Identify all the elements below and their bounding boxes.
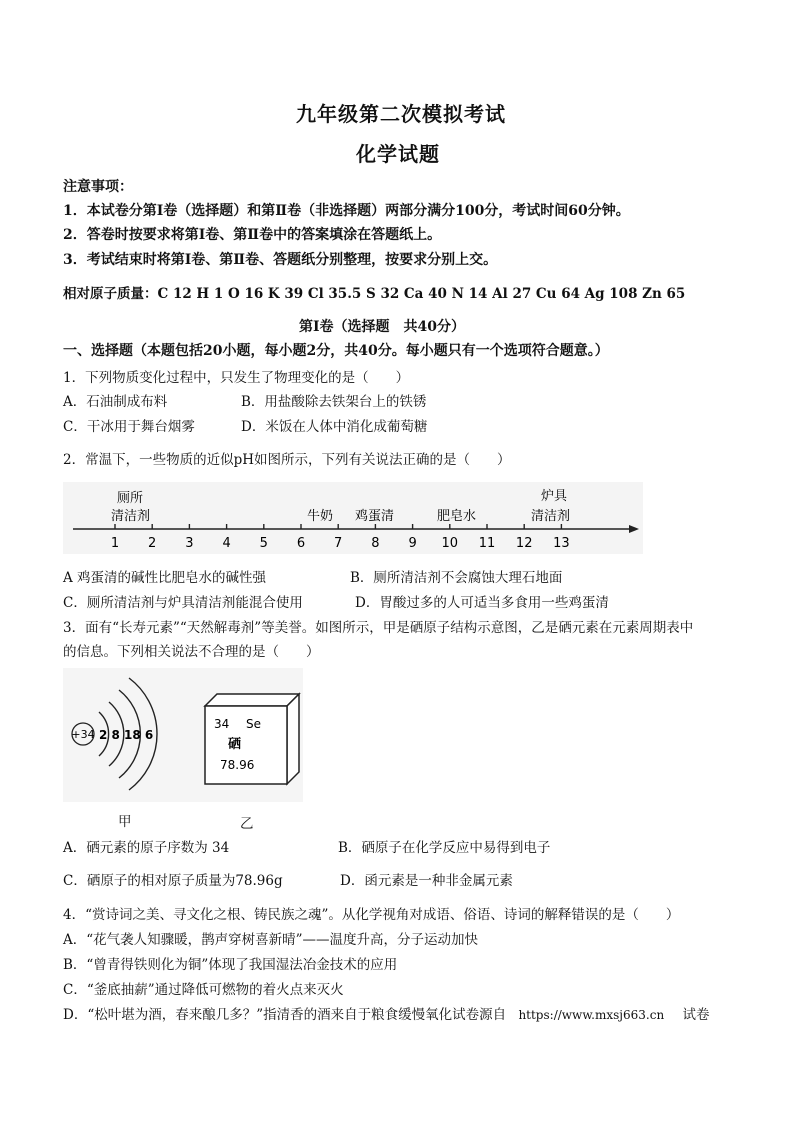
- q2-option-d: D．胃酸过多的人可适当多食用一些鸡蛋清: [355, 595, 609, 611]
- q3-option-a: A．硒元素的原子序数为 34: [63, 840, 230, 856]
- ph-scale-figure: [63, 482, 643, 554]
- section-heading: 第Ⅰ卷（选择题 共40分）: [299, 319, 466, 335]
- ph-tick-label: 1: [110, 536, 120, 551]
- q3-option-c: C．硒原子的相对原子质量为78.96g: [63, 873, 283, 889]
- q3-stem-line2: 的信息。下列相关说法不合理的是（ ）: [63, 644, 320, 660]
- ph-tick-label: 5: [259, 536, 268, 551]
- ph-tick-label: 9: [408, 536, 417, 551]
- ph-tick-label: 10: [441, 536, 459, 551]
- label-soap: 肥皂水: [437, 509, 477, 524]
- cube-top: [205, 694, 299, 706]
- ph-tick-label: 13: [553, 536, 570, 551]
- q4-option-a: A．“花气袭人知骤暖，鹊声穿树喜新晴”——温度升高，分子运动加快: [63, 932, 479, 948]
- ph-tick-label: 7: [334, 536, 343, 551]
- element-name: 硒: [228, 737, 242, 752]
- q1-option-c: C．干冰用于舞台烟雾: [63, 419, 195, 435]
- q3-option-b: B．硒原子在化学反应中易得到电子: [338, 840, 551, 856]
- q2-option-c: C．厕所清洁剂与炉具清洁剂能混合使用: [63, 595, 303, 611]
- element-number: 34: [214, 717, 230, 731]
- ph-tick-label: 2: [148, 536, 157, 551]
- ph-tick-label: 6: [296, 536, 306, 551]
- q1-option-b: B．用盐酸除去铁架台上的铁锈: [241, 394, 427, 410]
- q4-stem: 4．“赏诗词之美、寻文化之根、铸民族之魂”。从化学视角对成语、俗语、诗词的解释错误的是（ ）: [63, 907, 680, 923]
- q3-stem-line1: 3．面有“长寿元素”“天然解毒剂”等美誉。如图所示，甲是硒原子结构示意图，乙是硒元素在元素周期表中: [63, 620, 694, 636]
- caption-yi: 乙: [240, 816, 254, 832]
- electron-shells: 2 8 18 6: [99, 728, 154, 742]
- page-subtitle: 化学试题: [356, 142, 440, 166]
- ph-tick-label: 3: [185, 536, 194, 551]
- element-symbol: Se: [246, 717, 261, 731]
- page-title: 九年级第二次模拟考试: [296, 102, 506, 126]
- q2-option-a: A 鸡蛋清的碱性比肥皂水的碱性强: [63, 570, 267, 586]
- nucleus-charge: +34: [71, 728, 95, 741]
- q4-option-d-text: D．“松叶堪为酒，春来酿几多？”指清香的酒来自于粮食缓慢氧化试卷源自: [63, 1007, 507, 1023]
- ph-tick-label: 12: [515, 536, 533, 551]
- label-egg: 鸡蛋清: [355, 509, 395, 524]
- q4-option-c: C．“釜底抽薪”通过降低可燃物的着火点来灭火: [63, 982, 344, 998]
- label-milk: 牛奶: [307, 509, 334, 524]
- atomic-masses-text: 相对原子质量：C 12 H 1 O 16 K 39 Cl 35.5 S 32 Ca 40 N 14 Al 27 Cu 64 Ag 108 Zn 65: [63, 286, 686, 302]
- label-oven-1: 炉具: [541, 489, 568, 504]
- section-instruction: 一、选择题（本题包括20小题，每小题2分，共40分。每小题只有一个选项符合题意。）: [63, 343, 609, 359]
- selenium-figure: [63, 668, 303, 802]
- notes-item: 2．答卷时按要求将第Ⅰ卷、第Ⅱ卷中的答案填涂在答题纸上。: [63, 227, 442, 243]
- ph-tick-label: 8: [371, 536, 380, 551]
- notes-item: 3．考试结束时将第Ⅰ卷、第Ⅱ卷、答题纸分别整理，按要求分别上交。: [63, 252, 498, 268]
- q1-stem: 1．下列物质变化过程中，只发生了物理变化的是（ ）: [63, 370, 410, 386]
- notes-item: 1．本试卷分第Ⅰ卷（选择题）和第Ⅱ卷（非选择题）两部分满分100分，考试时间60分钟。: [63, 203, 630, 219]
- caption-jia: 甲: [118, 814, 132, 830]
- q2-option-b: B．厕所清洁剂不会腐蚀大理石地面: [350, 570, 563, 586]
- ph-tick-label: 11: [478, 536, 496, 551]
- element-mass: 78.96: [220, 758, 255, 772]
- q2-stem: 2．常温下，一些物质的近似pH如图所示，下列有关说法正确的是（ ）: [63, 452, 511, 468]
- label-toilet-1: 厕所: [117, 491, 144, 506]
- q4-option-b: B．“曾青得铁则化为铜”体现了我国湿法冶金技术的应用: [63, 957, 398, 973]
- label-oven-2: 清洁剂: [531, 509, 571, 524]
- ph-tick-label: 4: [222, 536, 231, 551]
- cube-side: [287, 694, 299, 784]
- q1-option-d: D．米饭在人体中消化成葡萄糖: [241, 419, 428, 435]
- q3-option-d: D．函元素是一种非金属元素: [340, 873, 513, 889]
- notes-heading: 注意事项：: [63, 179, 133, 195]
- q4-option-d: [63, 1003, 709, 1023]
- atomic-masses: [63, 282, 685, 302]
- label-toilet-2: 清洁剂: [111, 509, 151, 524]
- watermark-tail: 试卷: [682, 1007, 710, 1023]
- q1-option-a: A．石油制成布料: [63, 394, 168, 410]
- watermark-url: https://www.mxsj663.cn: [518, 1008, 665, 1022]
